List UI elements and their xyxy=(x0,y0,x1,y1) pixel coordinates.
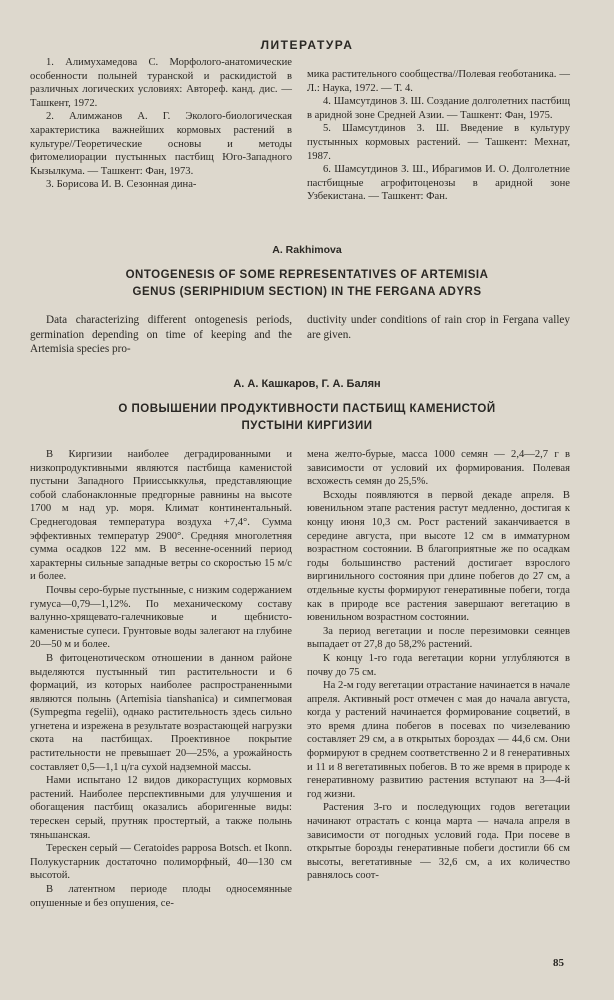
page-number: 85 xyxy=(553,957,564,969)
english-title-line-2: GENUS (SERIPHIDIUM SECTION) IN THE FERGANA ADYRS xyxy=(132,286,482,298)
article-paragraph: Нами испытано 12 видов дикорастущих кормовых растений. Наиболее перспективными для улучшения и обогащения пастбищ оказались аборигенные виды: терескен серый, прутняк простертый, а также полынь тяньшанская. xyxy=(30,775,292,841)
literature-left-column xyxy=(30,56,292,192)
reference-item: 5. Шамсутдинов З. Ш. Введение в культуру пустынных кормовых растений. — Ташкент: Мехнат, 1987. xyxy=(307,123,570,162)
article-paragraph: Растения 3-го и последующих годов вегетации начинают отрастать с конца марта — начала апреля в зависимости от погодных условий года. При посеве в открытые борозды генеративные побеги достигли 66 см высоты, вегетативные — 32,6 см, а их количество равнялось соот- xyxy=(307,802,570,882)
english-title-line-1: ONTOGENESIS OF SOME REPRESENTATIVES OF ARTEMISIA xyxy=(125,269,489,281)
reference-item: 6. Шамсутдинов З. Ш., Ибрагимов И. О. Долголетние пастбищные агрофитоценозы в аридной зоне Узбекистана. — Ташкент: Фан. xyxy=(307,164,570,203)
article-title-line-1: О ПОВЫШЕНИИ ПРОДУКТИВНОСТИ ПАСТБИЩ КАМЕНИСТОЙ xyxy=(118,403,496,415)
article-title-line-2: ПУСТЫНИ КИРГИЗИИ xyxy=(241,420,373,432)
article-paragraph: В латентном периоде плоды односемянные опушенные и без опушения, се- xyxy=(30,884,292,909)
article-authors: А. А. Кашкаров, Г. А. Балян xyxy=(233,378,381,390)
article-paragraph: Почвы серо-бурые пустынные, с низким содержанием гумуса—0,79—1,12%. По механическому составу валунно-хрящевато-галечниковые и щебнисто-каменистые супеси. Грунтовые воды залегают на глубине 20—50 м и более. xyxy=(30,584,292,651)
reference-item: 4. Шамсутдинов З. Ш. Создание долголетних пастбищ в аридной зоне Средней Азии. — Ташкент: Фан, 1975. xyxy=(307,96,570,121)
article-paragraph: Терескен серый — Ceratoides papposa Botsch. et Ikonn. Полукустарник достаточно полиморфный, 40—130 см высотой. xyxy=(30,843,292,882)
english-abstract-left: Data characterizing different ontogenesis periods, germination depending on time of keeping and the Artemisia species pro- xyxy=(30,314,292,356)
english-abstract-right: ductivity under conditions of rain crop in Fergana valley are given. xyxy=(307,314,570,341)
article-paragraph: мена желто-бурые, масса 1000 семян — 2,4—2,7 г в зависимости от условий их формирования. Полевая всхожесть семян до 25,5%. xyxy=(307,449,570,488)
literature-heading: ЛИТЕРАТУРА xyxy=(260,38,354,52)
reference-item: мика растительного сообщества//Полевая геоботаника. — Л.: Наука, 1972. — Т. 4. xyxy=(307,69,570,94)
english-author: A. Rakhimova xyxy=(272,244,342,256)
article-paragraph: За период вегетации и после перезимовки сеянцев выпадает от 27,8 до 58,2% растений. xyxy=(307,625,570,651)
article-paragraph: Всходы появляются в первой декаде апреля. В ювенильном этапе растения растут медленно, достигая к концу июня 10,3 см. Рост растений заканчивается в середине августа, при высоте 12 см в имматурном возрастном состоянии. В благоприятные же по осадкам годы большинство растений достигает взрослого виргинильного состояния при длине побегов до 27 см, а отдельные кусты формируют генеративные побеги, тогда как в природе все растения завершают вегетацию в ювенильном возрастном состоянии. xyxy=(307,489,570,624)
article-paragraph: В фитоценотическом отношении в данном районе выделяются пустынный тип растительности и 6 формаций, из которых наиболее распространенными являются полынь (Artemisia tianshanica) и симпегмовая (Sympegma regelii), однако растительность здесь сильно угнетена и изрежена в результате возрастающей нагрузки скота на пастбищах. Проективное покрытие растительности не превышает 20—25%, а урожайность составляет 0,5—1,1 ц/га сухой надземной массы. xyxy=(30,652,292,773)
article-paragraph: В Киргизии наиболее деградированными и низкопродуктивными являются пастбища каменистой пустыни Западного Прииссыккулья, представляющие собой слабонаклонные предгорные равнины на высоте 1700 м над ур. моря. Климат континентальный. Среднегодовая температура воздуха +7,4°. Сумма эффективных температур 2900°. Средняя многолетняя сумма осадков 122 мм. В весенне-осенний период характерны сильные западные ветры со скоростью 15 м/с и более. xyxy=(30,449,292,583)
article-paragraph: На 2-м году вегетации отрастание начинается в начале апреля. Активный рост отмечен с мая до начала августа, когда у растений начинается формирование соцветий, в это время длина побегов в посевах по чизелеванию составляет 29 см, а в открытых бороздах — 44,6 см. Они формируют в среднем соответственно 2 и 8 генеративных и 11 и 8 вегетативных побегов. В то же время в природе к генеративному развитию растения вступают на 3—4-й год жизни. xyxy=(307,680,570,800)
article-left-column xyxy=(30,448,292,953)
reference-item: 3. Борисова И. В. Сезонная дина- xyxy=(46,179,197,191)
article-right-column xyxy=(307,448,570,953)
reference-item: 1. Алимухамедова С. Морфолого-анатомические особенности полыней туранской и раскидистой в различных логических условиях: Автореф. канд. дис. — Ташкент, 1972. xyxy=(30,57,292,109)
article-paragraph: К концу 1-го года вегетации корни углубляются в почву до 75 см. xyxy=(307,652,570,678)
literature-right-column xyxy=(307,68,570,204)
reference-item: 2. Алимжанов А. Г. Эколого-биологическая характеристика важнейших кормовых растений в культуре//Теоретические основы и методы фитомелиорации пустынных пастбищ Юго-Западного Кызылкума. — Ташкент: Фан, 1973. xyxy=(30,111,292,177)
